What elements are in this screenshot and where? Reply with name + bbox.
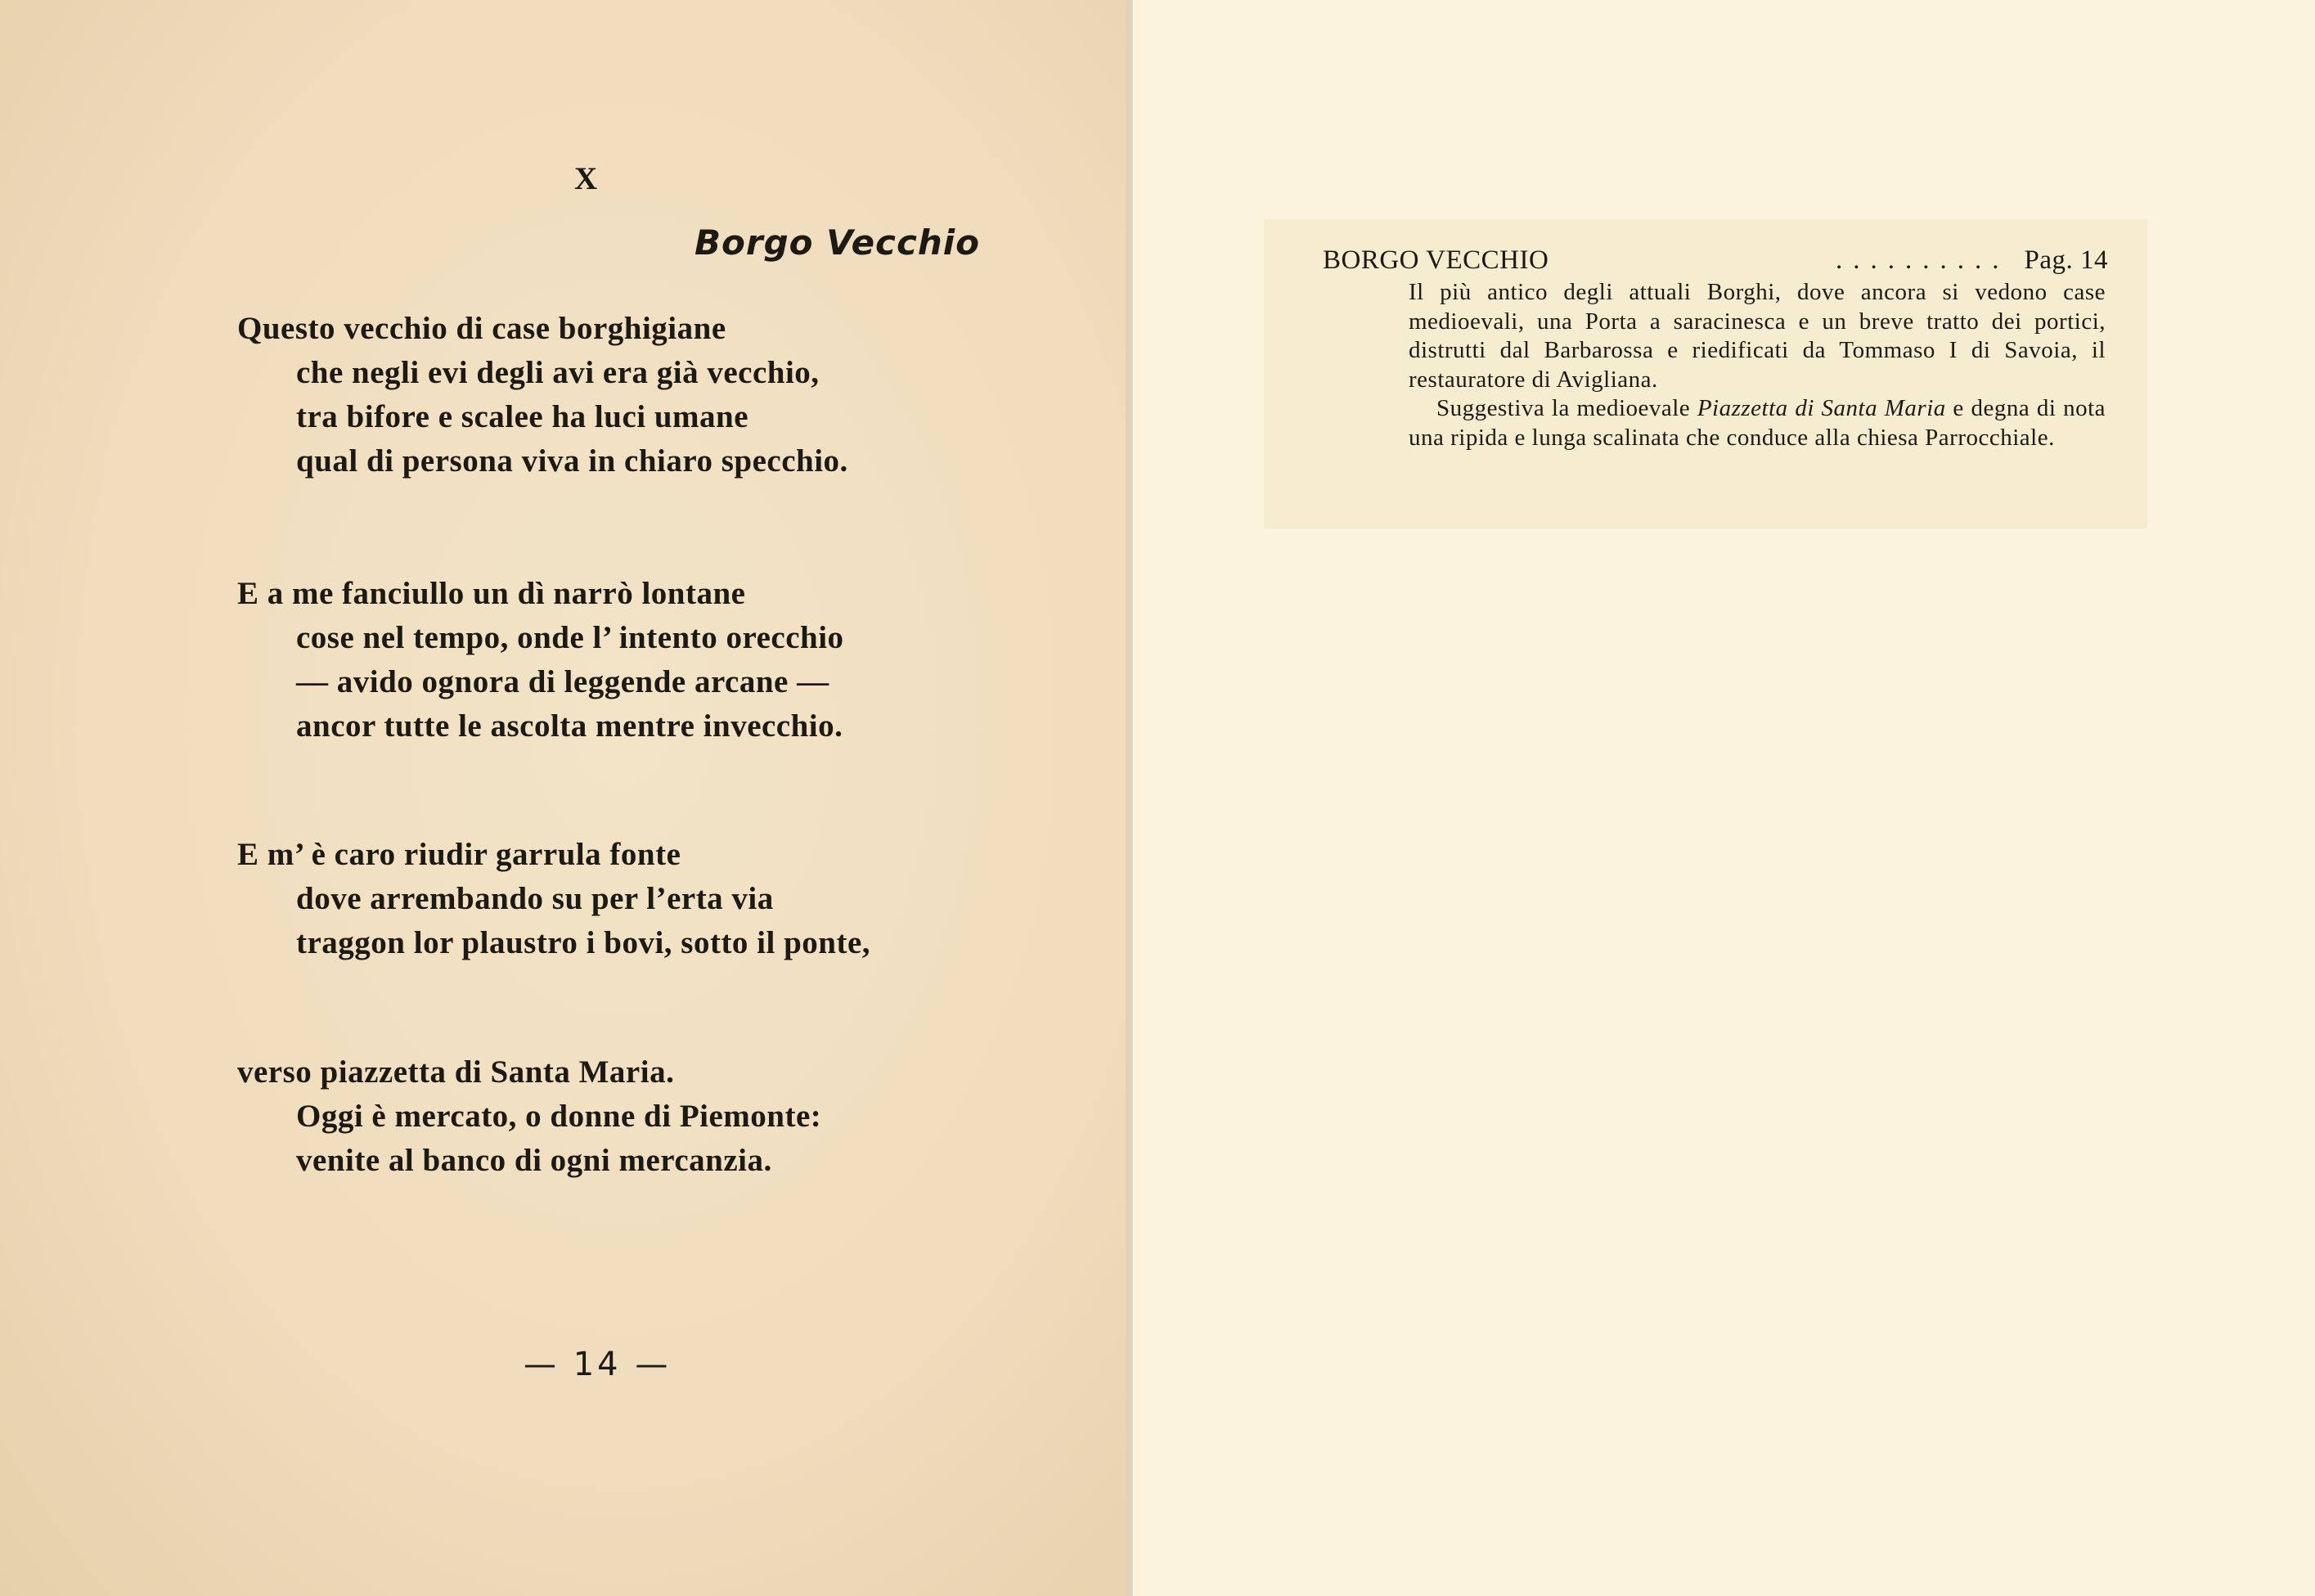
paragraph-2-italic: Piazzetta di Santa Maria: [1697, 395, 1946, 421]
poem-line: qual di persona viva in chiaro specchio.: [296, 443, 848, 479]
description-paragraph-1: Il più antico degli attuali Borghi, dove ancora si vedono case medioevali, una Porta a saracinesca e un breve tratto dei portici, distrutti dal Barbarossa e riedificati da Tommaso I di Savoia, il restauratore di Avigliana.: [1409, 279, 2106, 393]
poem-line: venite al banco di ogni mercanzia.: [296, 1143, 772, 1178]
stanza-1: [237, 307, 973, 483]
stanza-4: [237, 1050, 973, 1183]
poem-line: traggon lor plaustro i bovi, sotto il ponte,: [296, 925, 871, 960]
index-entry-page: Pag. 14: [2024, 245, 2108, 275]
index-leader-dots: ..........: [1836, 245, 2010, 275]
page-number: — 14 —: [524, 1346, 672, 1383]
poem-line: E m’ è caro riudir garrula fonte: [237, 837, 681, 872]
poem-line: Oggi è mercato, o donne di Piemonte:: [296, 1099, 822, 1134]
poem-number: X: [574, 161, 599, 196]
index-entry-heading: [1323, 245, 2108, 278]
poem-line: tra bifore e scalee ha luci umane: [296, 399, 749, 434]
poem-title: Borgo Vecchio: [694, 223, 980, 263]
poem-line: — avido ognora di leggende arcane —: [296, 664, 829, 699]
poem-line: Questo vecchio di case borghigiane: [237, 311, 726, 346]
poem-line: verso piazzetta di Santa Maria.: [237, 1054, 675, 1090]
stanza-2: [237, 572, 973, 749]
poem-line: che negli evi degli avi era già vecchio,: [296, 355, 820, 390]
poem-line: E a me fanciullo un dì narrò lontane: [237, 576, 746, 611]
index-entry-description: [1409, 278, 2106, 452]
poem-line: cose nel tempo, onde l’ intento orecchio: [296, 620, 844, 655]
paragraph-2-end: e degna di nota una ripida e lunga scalinata che conduce alla chiesa Parrocchiale.: [1409, 395, 2106, 451]
description-paragraph-2: [1409, 394, 2106, 452]
stanza-3: [237, 833, 973, 965]
poem-line: dove arrembando su per l’erta via: [296, 881, 774, 916]
poem-line: ancor tutte le ascolta mentre invecchio.: [296, 708, 843, 744]
paragraph-2-start: Suggestiva la medioevale: [1436, 395, 1697, 421]
index-entry-title: BORGO VECCHIO: [1323, 245, 1549, 275]
